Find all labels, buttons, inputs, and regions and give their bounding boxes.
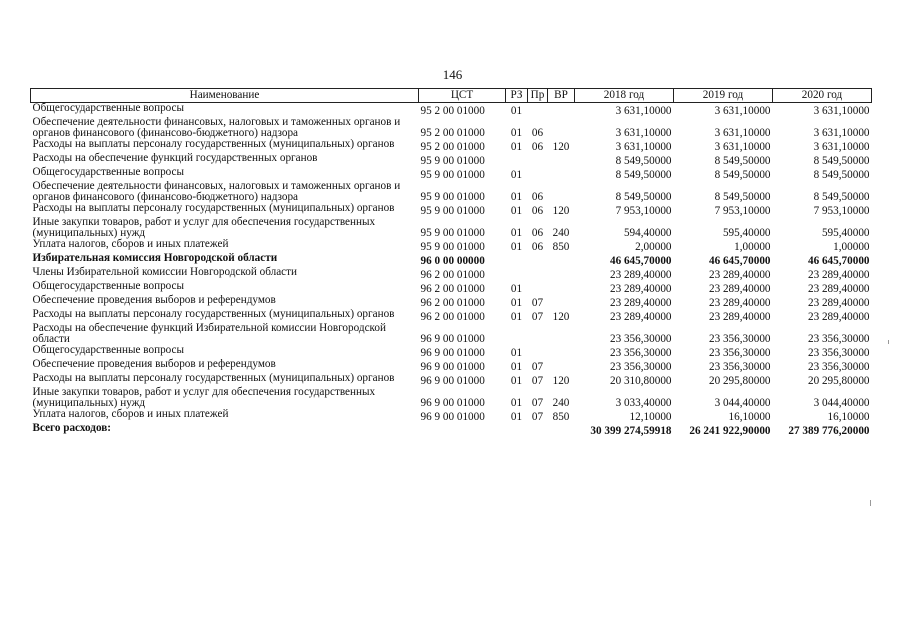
row-pr: 07 <box>531 310 544 323</box>
row-2020: 3 631,10000 <box>813 104 870 117</box>
row-2020: 1,00000 <box>833 240 870 253</box>
row-cst: 95 2 00 01000 <box>420 126 485 139</box>
row-rz: 01 <box>510 310 523 323</box>
table-row <box>31 409 872 423</box>
budget-table <box>30 88 872 437</box>
row-2020: 3 631,10000 <box>813 126 870 139</box>
row-name: Общегосударственные вопросы <box>32 343 185 356</box>
row-pr: 07 <box>531 410 544 423</box>
header-2020: 2020 год <box>773 89 872 103</box>
row-2020: 8 549,50000 <box>813 154 870 167</box>
row-2018: 23 289,40000 <box>609 282 672 295</box>
row-2019: 23 356,30000 <box>708 346 771 359</box>
row-rz: 01 <box>510 104 523 117</box>
row-2018: 23 289,40000 <box>609 296 672 309</box>
row-pr <box>528 103 548 117</box>
row-rz: 01 <box>510 282 523 295</box>
row-pr <box>528 345 548 359</box>
table-row <box>31 167 872 181</box>
row-rz: 01 <box>510 360 523 373</box>
row-2018: 2,00000 <box>635 240 672 253</box>
row-name: Избирательная комиссия Новгородской области <box>32 251 278 264</box>
row-rz: 01 <box>510 140 523 153</box>
row-2019: 8 549,50000 <box>714 154 771 167</box>
row-name: Обеспечение проведения выборов и референдумов <box>32 293 276 306</box>
row-name: Общегосударственные вопросы <box>32 165 185 178</box>
row-pr: 06 <box>531 226 544 239</box>
row-2019: 7 953,10000 <box>714 204 771 217</box>
row-pr: 07 <box>531 296 544 309</box>
table-row <box>31 239 872 253</box>
total-2019: 26 241 922,90000 <box>689 424 771 437</box>
row-name: Уплата налогов, сборов и иных платежей <box>32 407 229 420</box>
row-2019: 3 631,10000 <box>714 140 771 153</box>
row-name: Расходы на выплаты персоналу государственных (муниципальных) органов <box>32 371 395 384</box>
row-2018: 23 356,30000 <box>609 360 672 373</box>
row-cst: 95 9 00 01000 <box>420 154 485 167</box>
row-2020: 23 289,40000 <box>807 310 870 323</box>
row-name: Уплата налогов, сборов и иных платежей <box>32 237 229 250</box>
header-cst: ЦСТ <box>419 89 506 103</box>
header-2018: 2018 год <box>575 89 674 103</box>
table-header <box>31 89 872 103</box>
row-2019: 23 289,40000 <box>708 310 771 323</box>
row-name: Иные закупки товаров, работ и услуг для обеспечения государственных (муниципальных) нужд <box>32 385 376 409</box>
row-2020: 16,10000 <box>827 410 870 423</box>
row-cst: 95 9 00 01000 <box>420 226 485 239</box>
row-cst: 95 9 00 01000 <box>420 190 485 203</box>
row-2018: 7 953,10000 <box>615 204 672 217</box>
row-2018: 3 631,10000 <box>615 104 672 117</box>
table-row <box>31 281 872 295</box>
row-vr <box>548 281 575 295</box>
header-rz: РЗ <box>506 89 528 103</box>
row-name: Расходы на выплаты персоналу государственных (муниципальных) органов <box>32 137 395 150</box>
row-2020: 23 356,30000 <box>807 332 870 345</box>
row-2019: 46 645,70000 <box>708 254 771 267</box>
row-cst: 96 2 00 01000 <box>420 268 485 281</box>
row-cst: 96 9 00 01000 <box>420 374 485 387</box>
table-row <box>31 373 872 387</box>
row-2018: 46 645,70000 <box>609 254 672 267</box>
row-pr <box>528 167 548 181</box>
header-vr: ВР <box>548 89 575 103</box>
row-2019: 23 289,40000 <box>708 268 771 281</box>
row-cst: 95 2 00 01000 <box>420 140 485 153</box>
header-pr: Пр <box>528 89 548 103</box>
row-pr <box>528 153 548 167</box>
row-2019: 23 356,30000 <box>708 360 771 373</box>
row-name: Общегосударственные вопросы <box>32 279 185 292</box>
row-rz: 01 <box>510 240 523 253</box>
row-cst: 96 2 00 01000 <box>420 296 485 309</box>
row-2020: 23 289,40000 <box>807 282 870 295</box>
row-vr <box>548 153 575 167</box>
row-vr: 120 <box>552 374 570 387</box>
row-pr: 06 <box>531 190 544 203</box>
row-pr <box>528 323 548 345</box>
row-name: Расходы на обеспечение функций Избирательной комиссии Новгородской области <box>32 321 386 345</box>
row-name: Обеспечение деятельности финансовых, налоговых и таможенных органов и органов финансового (финансово-бюджетного) надзора <box>32 179 401 203</box>
row-2020: 23 356,30000 <box>807 360 870 373</box>
row-name: Иные закупки товаров, работ и услуг для обеспечения государственных (муниципальных) нужд <box>32 215 376 239</box>
row-cst: 96 9 00 01000 <box>420 360 485 373</box>
row-vr <box>548 267 575 281</box>
row-vr <box>548 323 575 345</box>
row-cst: 96 2 00 01000 <box>420 282 485 295</box>
row-rz: 01 <box>510 126 523 139</box>
row-rz: 01 <box>510 396 523 409</box>
row-2018: 23 289,40000 <box>609 268 672 281</box>
row-vr: 120 <box>552 140 570 153</box>
row-cst: 95 2 00 01000 <box>420 104 485 117</box>
table-row <box>31 139 872 153</box>
row-pr: 06 <box>531 204 544 217</box>
row-rz <box>506 267 528 281</box>
page-number: 146 <box>442 67 463 82</box>
row-2018: 23 289,40000 <box>609 310 672 323</box>
row-2019: 595,40000 <box>722 226 771 239</box>
row-vr: 240 <box>552 226 570 239</box>
row-vr: 850 <box>552 410 570 423</box>
table-row <box>31 323 872 345</box>
table-row <box>31 267 872 281</box>
row-2020: 8 549,50000 <box>813 190 870 203</box>
table-row <box>31 153 872 167</box>
row-2019: 16,10000 <box>728 410 771 423</box>
row-2020: 23 356,30000 <box>807 346 870 359</box>
row-vr <box>548 167 575 181</box>
row-2019: 23 289,40000 <box>708 282 771 295</box>
row-pr <box>528 253 548 267</box>
row-2019: 3 631,10000 <box>714 126 771 139</box>
row-pr: 06 <box>531 240 544 253</box>
row-2020: 23 289,40000 <box>807 268 870 281</box>
row-cst: 96 9 00 01000 <box>420 346 485 359</box>
row-2020: 7 953,10000 <box>813 204 870 217</box>
row-2020: 23 289,40000 <box>807 296 870 309</box>
row-2018: 3 631,10000 <box>615 140 672 153</box>
table-row <box>31 359 872 373</box>
row-2020: 20 295,80000 <box>807 374 870 387</box>
row-2018: 23 356,30000 <box>609 346 672 359</box>
row-2018: 3 033,40000 <box>615 396 672 409</box>
row-name: Расходы на выплаты персоналу государственных (муниципальных) органов <box>32 201 395 214</box>
row-2018: 594,40000 <box>623 226 672 239</box>
row-vr: 120 <box>552 310 570 323</box>
row-vr <box>548 117 575 139</box>
row-pr: 06 <box>531 140 544 153</box>
row-rz: 01 <box>510 346 523 359</box>
row-pr: 07 <box>531 360 544 373</box>
row-rz <box>506 153 528 167</box>
table-row <box>31 203 872 217</box>
row-rz: 01 <box>510 374 523 387</box>
row-2018: 12,10000 <box>629 410 672 423</box>
total-label: Всего расходов: <box>32 421 112 434</box>
table-row <box>31 253 872 267</box>
table-row <box>31 117 872 139</box>
row-vr <box>548 359 575 373</box>
row-name: Обеспечение деятельности финансовых, налоговых и таможенных органов и органов финансового (финансово-бюджетного) надзора <box>32 115 401 139</box>
total-row <box>31 423 872 437</box>
row-2019: 23 289,40000 <box>708 296 771 309</box>
row-cst: 96 9 00 01000 <box>420 332 485 345</box>
row-rz <box>506 323 528 345</box>
row-cst: 96 9 00 01000 <box>420 410 485 423</box>
scan-mark <box>870 500 871 506</box>
row-pr: 06 <box>531 126 544 139</box>
row-rz: 01 <box>510 226 523 239</box>
row-vr <box>548 181 575 203</box>
row-2020: 3 631,10000 <box>813 140 870 153</box>
total-2018: 30 399 274,59918 <box>590 424 672 437</box>
row-name: Обеспечение проведения выборов и референдумов <box>32 357 276 370</box>
row-2019: 3 044,40000 <box>714 396 771 409</box>
table-row <box>31 103 872 117</box>
row-2020: 3 044,40000 <box>813 396 870 409</box>
row-vr <box>548 345 575 359</box>
row-vr <box>548 253 575 267</box>
row-rz: 01 <box>510 410 523 423</box>
row-rz: 01 <box>510 204 523 217</box>
row-pr: 07 <box>531 396 544 409</box>
row-name: Расходы на выплаты персоналу государственных (муниципальных) органов <box>32 307 395 320</box>
header-2019: 2019 год <box>674 89 773 103</box>
row-rz: 01 <box>510 168 523 181</box>
table-body <box>31 103 872 437</box>
row-vr: 850 <box>552 240 570 253</box>
row-2019: 23 356,30000 <box>708 332 771 345</box>
row-pr <box>528 281 548 295</box>
table-row <box>31 181 872 203</box>
row-2018: 23 356,30000 <box>609 332 672 345</box>
header-name: Наименование <box>31 89 419 103</box>
row-cst: 95 9 00 01000 <box>420 204 485 217</box>
row-cst: 95 9 00 01000 <box>420 240 485 253</box>
row-name: Общегосударственные вопросы <box>32 102 185 114</box>
total-2020: 27 389 776,20000 <box>788 424 870 437</box>
row-cst: 96 0 00 00000 <box>420 254 485 267</box>
row-2019: 8 549,50000 <box>714 190 771 203</box>
row-pr: 07 <box>531 374 544 387</box>
row-vr: 120 <box>552 204 570 217</box>
table-row <box>31 309 872 323</box>
row-2018: 8 549,50000 <box>615 190 672 203</box>
table-row <box>31 387 872 409</box>
row-2019: 3 631,10000 <box>714 104 771 117</box>
row-cst: 95 9 00 01000 <box>420 168 485 181</box>
row-2018: 20 310,80000 <box>609 374 672 387</box>
row-2018: 3 631,10000 <box>615 126 672 139</box>
row-2019: 20 295,80000 <box>708 374 771 387</box>
row-cst: 96 9 00 01000 <box>420 396 485 409</box>
table-row <box>31 217 872 239</box>
row-2020: 8 549,50000 <box>813 168 870 181</box>
scan-mark <box>888 340 889 344</box>
row-name: Члены Избирательной комиссии Новгородской области <box>32 265 298 278</box>
row-vr <box>548 295 575 309</box>
row-2020: 46 645,70000 <box>807 254 870 267</box>
row-rz: 01 <box>510 296 523 309</box>
row-2020: 595,40000 <box>821 226 870 239</box>
row-2018: 8 549,50000 <box>615 168 672 181</box>
row-pr <box>528 267 548 281</box>
row-cst: 96 2 00 01000 <box>420 310 485 323</box>
table-row <box>31 295 872 309</box>
row-vr <box>548 103 575 117</box>
row-2019: 8 549,50000 <box>714 168 771 181</box>
row-vr: 240 <box>552 396 570 409</box>
row-rz: 01 <box>510 190 523 203</box>
row-name: Расходы на обеспечение функций государственных органов <box>32 151 318 164</box>
table-row <box>31 345 872 359</box>
row-2018: 8 549,50000 <box>615 154 672 167</box>
row-rz <box>506 253 528 267</box>
row-2019: 1,00000 <box>734 240 771 253</box>
